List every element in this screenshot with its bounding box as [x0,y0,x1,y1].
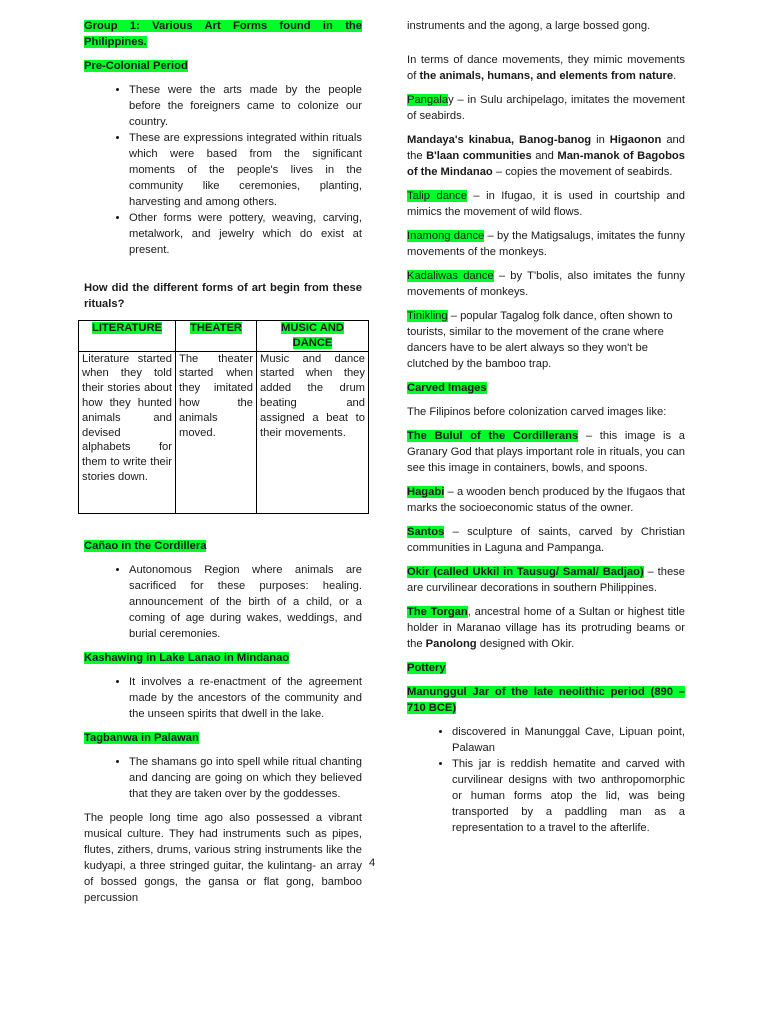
list-item: • It involves a re-enactment of the agreement made by the ancestors of the community and the unseen spirits that dwell in the lake. [129,674,362,722]
talip-paragraph: Talip dance – in Ifugao, it is used in courtship and mimics the movement of wild flows. [407,190,685,218]
kadaliwas-paragraph: Kadaliwas dance – by T'bolis, also imitates the funny movements of monkeys. [407,270,685,298]
section-heading-tagbanwa: Tagbanwa in Palawan [84,731,199,744]
canao-list [84,562,362,642]
document-title: Group 1: Various Art Forms found in the Philippines. [84,20,362,48]
section-heading-pottery: Pottery [407,662,446,674]
continued-paragraph: instruments and the agong, a large bossed gong. [407,20,651,32]
section-heading-precolonial: Pre-Colonial Period [84,60,188,72]
list-item: • This jar is reddish hematite and carved with curvilinear designs with two anthropomorphic or human forms atop the lid, was being transported by a paddling man as a representation to a travel to the afterlife. [452,756,685,836]
inamong-paragraph: Inamong dance – by the Matigsalugs, imitates the funny movements of the monkeys. [407,230,685,258]
list-item: • Autonomous Region where animals are sacrificed for these purposes: healing. announcement of the birth of a child, or a coming of age during wakes, weddings, and burial ceremonies. [129,562,362,642]
table-cell-music-dance: Music and dance started when they added the drum beating and assigned a beat to their movements. [257,351,369,513]
left-column [82,18,365,914]
table-header-theater: THEATER [176,321,257,352]
bulul-paragraph: The Bulul of the Cordillerans – this image is a Granary God that plays important role in rituals, you can see this image in containers, bowls, and spoons. [407,430,686,474]
okir-paragraph: Okir (called Ukkil in Tausug/ Samal/ Badjao) – these are curvilinear decorations in southern Philippines. [407,566,685,594]
table-cell-literature: Literature started when they told their stories about how they hunted animals and devised alphabets for them to write their stories down. [79,351,176,513]
section-heading-kashawing: Kashawing in Lake Lanao in Mindanao [84,651,290,664]
mandaya-paragraph: Mandaya's kinabua, Banog-banog in Higaonon and the B'laan communities and Man-manok of Bagobos of the Mindanao – copies the movement of seabirds. [407,134,685,178]
page-number: 4 [369,857,376,869]
pangalay-paragraph: Pangalay – in Sulu archipelago, imitates the movement of seabirds. [407,94,685,122]
music-paragraph: The people long time ago also possessed a vibrant musical culture. They had instruments such as pipes, flutes, zithers, drums, various string instruments like the kudyapi, a three stringed guitar, the kulintang- an array of bossed gongs, the gansa or flat gong, bamboo percussion [84,811,362,904]
torgan-paragraph: The Torgan, ancestral home of a Sultan or highest title holder in Maranao village has its protruding beams or the Panolong designed with Okir. [407,606,686,650]
art-origins-table [78,320,369,514]
list-item: • Other forms were pottery, weaving, carving, metalwork, and jewelry which do exist at present. [129,210,362,258]
tinikling-paragraph: Tinikling – popular Tagalog folk dance, often shown to tourists, similar to the movement of the crane where dancers have to be alert always so they won't be clutched by the bamboo trap. [407,310,673,370]
precolonial-list [84,82,362,258]
list-item: • These are expressions integrated within rituals which were based from the significant moments of the people's lives in the community like ceremonies, planting, harvesting and among others. [129,130,362,210]
manunggul-list [407,724,685,836]
section-heading-manunggul: Manunggul Jar of the late neolithic period (890 – 710 BCE) [407,686,685,714]
section-heading-canao: Cañao in the Cordillera [84,539,207,552]
table-header-literature: LITERATURE [79,321,176,352]
dance-intro-paragraph: In terms of dance movements, they mimic movements of the animals, humans, and elements from nature. [407,54,685,82]
list-item: • The shamans go into spell while ritual chanting and dancing are going on which they believed that they are taken over by the goddesses. [129,754,362,802]
right-column [407,18,685,844]
tagbanwa-list [84,754,362,802]
question-text: How did the different forms of art begin from these rituals? [84,282,362,310]
kashawing-list [84,674,362,722]
section-heading-carved: Carved Images [407,382,487,394]
santos-paragraph: Santos – sculpture of saints, carved by Christian communities in Laguna and Pampanga. [407,526,685,554]
list-item: • discovered in Manunggal Cave, Lipuan point, Palawan [452,724,685,756]
list-item: • These were the arts made by the people before the foreigners came to colonize our country. [129,82,362,130]
table-header-music-dance: MUSIC AND DANCE [257,321,369,352]
carved-intro: The Filipinos before colonization carved images like: [407,406,667,418]
table-cell-theater: The theater started when they imitated how the animals moved. [176,351,257,513]
hagabi-paragraph: Hagabi – a wooden bench produced by the Ifugaos that marks the socioeconomic status of the owner. [407,486,685,514]
